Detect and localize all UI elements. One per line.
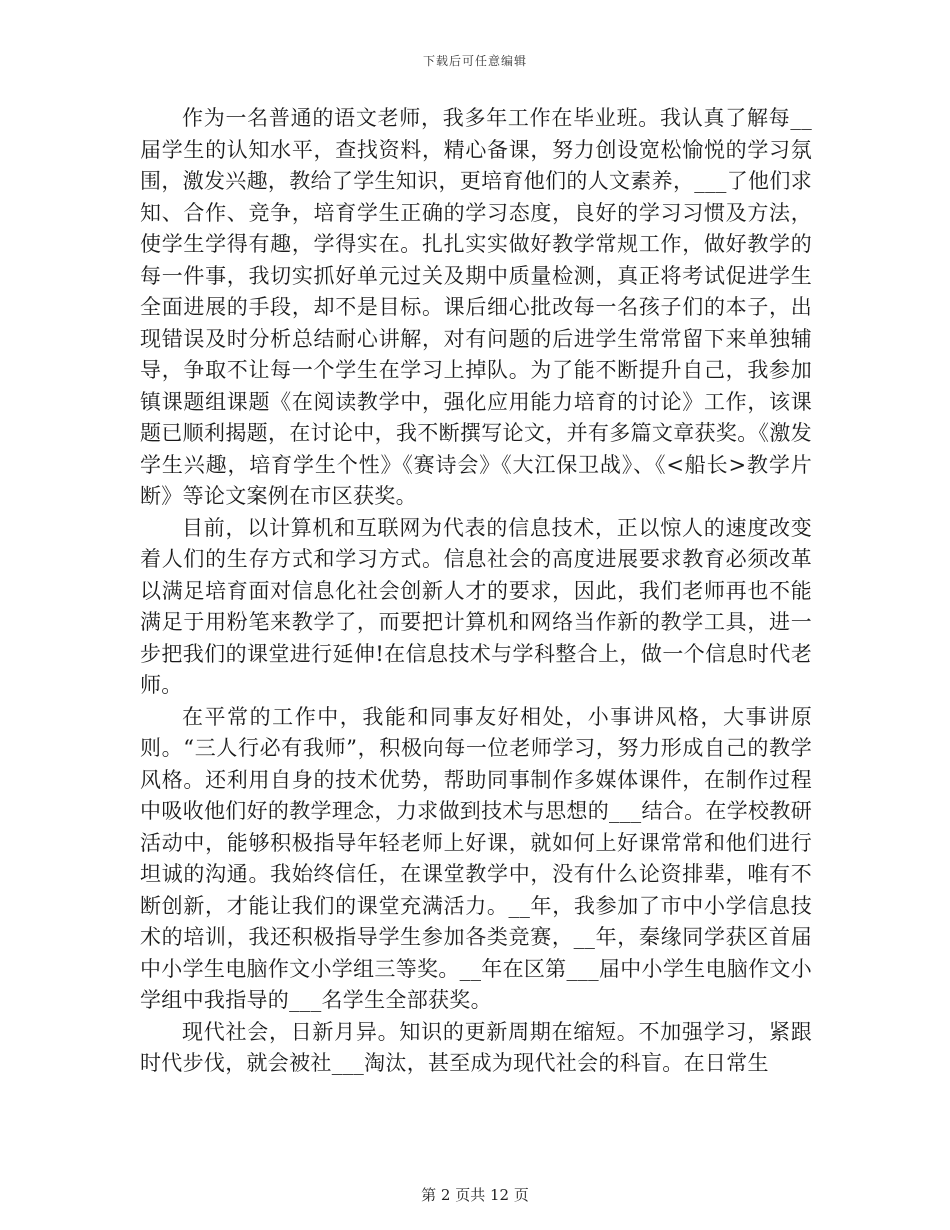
paragraph-colleague-cooperation: 在平常的工作中，我能和同事友好相处，小事讲风格，大事讲原则。“三人行必有我师”，积极向每一位老师学习，努力形成自己的教学风格。还利用自身的技术优势，帮助同事制作多媒体课件，在制作过程中吸收他们好的教学理念，力求做到技术与思想的___结合。在学校教研活动中，能够积极指导年轻老师上好课，就如何上好课常常和他们进行坦诚的沟通。我始终信任，在课堂教学中，没有什么论资排辈，唯有不断创新，才能让我们的课堂充满活力。__年，我参加了市中小学信息技术的培训，我还积极指导学生参加各类竞赛，__年，秦缘同学获区首届中小学生电脑作文小学组三等奖。__年在区第___届中小学生电脑作文小学组中我指导的___名学生全部获奖。 bbox=[140, 704, 812, 1012]
paragraph-information-technology: 目前，以计算机和互联网为代表的信息技术，正以惊人的速度改变着人们的生存方式和学习方式。信息社会的高度进展要求教育必须改革以满足培育面对信息化社会创新人才的要求，因此，我们老师再也不能满足于用粉笔来教学了，而要把计算机和网络当作新的教学工具，进一步把我们的课堂进行延伸!在信息技术与学科整合上，做一个信息时代老师。 bbox=[140, 515, 812, 697]
document-body bbox=[140, 103, 812, 1080]
paragraph-modern-society: 现代社会，日新月异。知识的更新周期在缩短。不加强学习，紧跟时代步伐，就会被社___淘汰，甚至成为现代社会的科盲。在日常生 bbox=[140, 1019, 812, 1075]
page-header-note: 下载后可任意编辑 bbox=[422, 54, 527, 68]
page-number-footer: 第 2 页共 12 页 bbox=[421, 1186, 529, 1204]
paragraph-teaching-work: 作为一名普通的语文老师，我多年工作在毕业班。我认真了解每__届学生的认知水平，查找资料，精心备课，努力创设宽松愉悦的学习氛围，激发兴趣，教给了学生知识，更培育他们的人文素养，___了他们求知、合作、竞争，培育学生正确的学习态度，良好的学习习惯及方法，使学生学得有趣，学得实在。扎扎实实做好教学常规工作，做好教学的每一件事，我切实抓好单元过关及期中质量检测，真正将考试促进学生全面进展的手段，却不是目标。课后细心批改每一名孩子们的本子，出现错误及时分析总结耐心讲解，对有问题的后进学生常常留下来单独辅导，争取不让每一个学生在学习上掉队。为了能不断提升自己，我参加镇课题组课题《在阅读教学中，强化应用能力培育的讨论》工作，该课题已顺利揭题，在讨论中，我不断撰写论文，并有多篇文章获奖。《激发学生兴趣，培育学生个性》《赛诗会》《大江保卫战》、《<船长>教学片断》等论文案例在市区获奖。 bbox=[140, 106, 812, 508]
